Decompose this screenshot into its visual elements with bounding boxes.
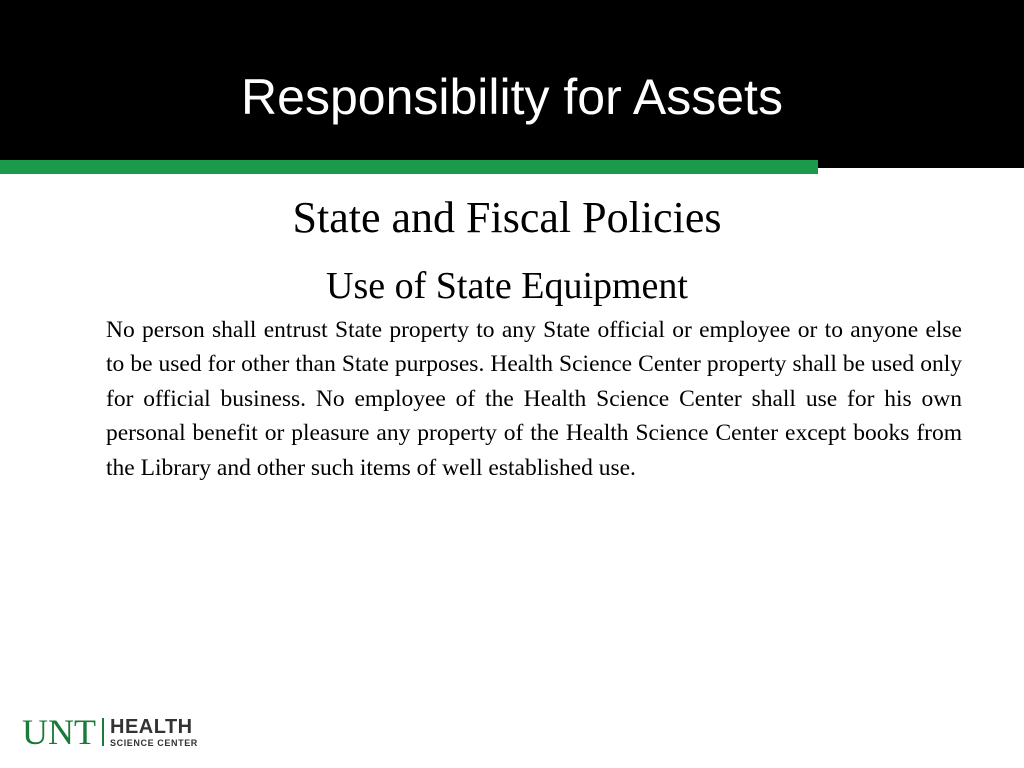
logo-health-text: HEALTH (110, 715, 193, 738)
logo-unt-text: UNT (22, 712, 96, 752)
sub-heading: Use of State Equipment (326, 265, 688, 307)
logo-divider (102, 718, 104, 746)
accent-stripe (0, 160, 818, 174)
header-bar (0, 0, 1024, 168)
logo-science-center-text: SCIENCE CENTER (110, 737, 198, 748)
logo-wordmark (110, 717, 198, 748)
body-paragraph: No person shall entrust State property to any State official or employee or to anyone else to be used for other than State purposes. Health Science Center property shall be used only for official business. No employee of the Health Science Center shall use for his own personal benefit or pleasure any property of the Health Science Center except books from the Library and other such items of well established use. (106, 317, 962, 481)
slide-title: Responsibility for Assets (241, 69, 783, 125)
section-heading: State and Fiscal Policies (292, 193, 722, 242)
unt-health-logo (22, 712, 198, 752)
